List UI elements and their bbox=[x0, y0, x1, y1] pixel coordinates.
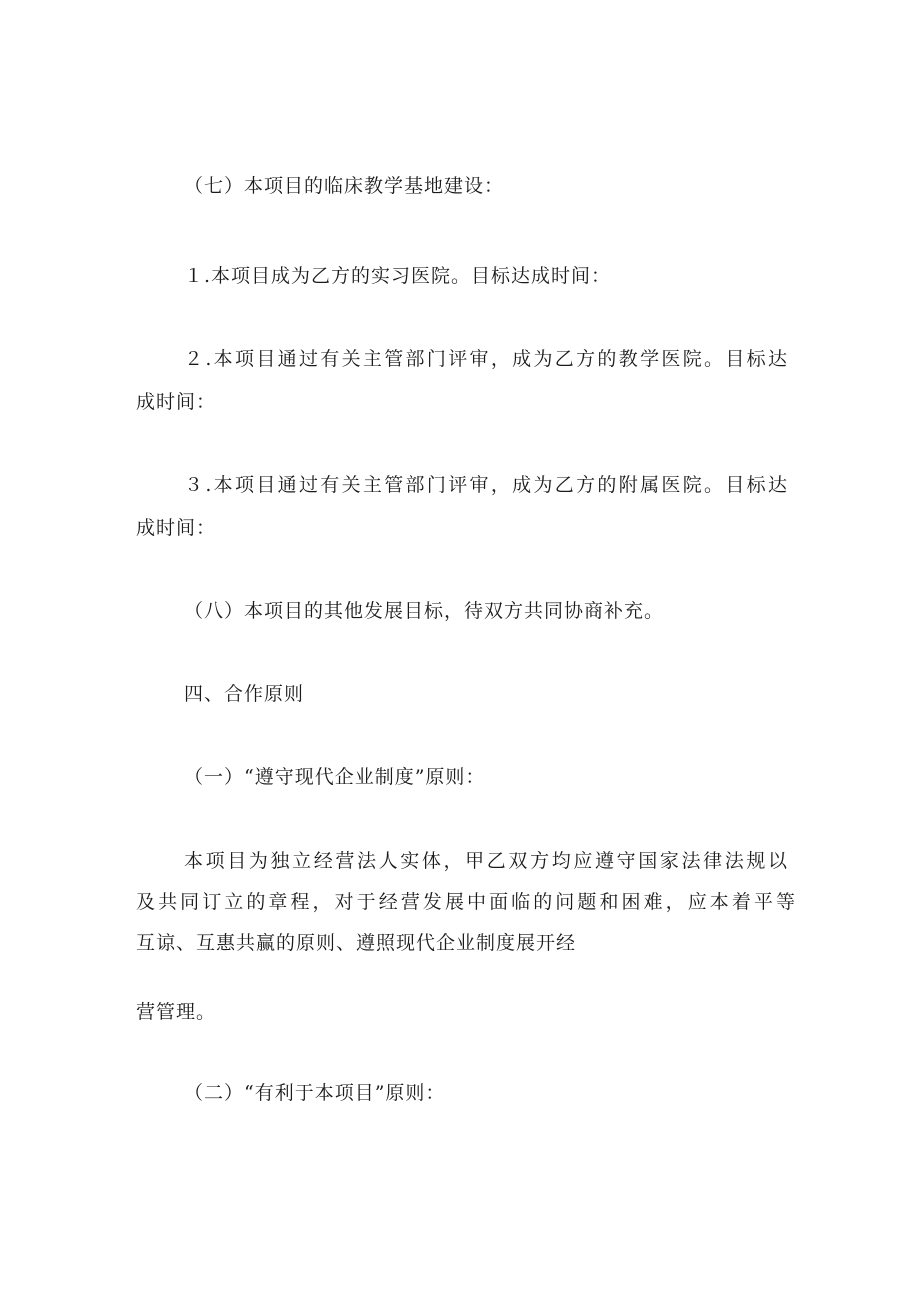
list-item-2-line-1: ２.本项目通过有关主管部门评审，成为乙方的教学医院。目标达 bbox=[184, 348, 788, 370]
list-item-3-line-2: 成时间： bbox=[136, 517, 217, 539]
paragraph-line-4: 营管理。 bbox=[136, 1001, 217, 1023]
list-item-1: １.本项目成为乙方的实习医院。目标达成时间： bbox=[184, 265, 612, 287]
principle-heading-1: （一）“遵守现代企业制度”原则： bbox=[184, 766, 486, 788]
section-heading-7: （七）本项目的临床教学基地建设： bbox=[184, 175, 505, 197]
paragraph-line-2: 及共同订立的章程，对于经营发展中面临的问题和困难，应本着平等 bbox=[136, 891, 796, 913]
principle-heading-2: （二）“有利于本项目”原则： bbox=[184, 1082, 446, 1104]
list-item-2-line-2: 成时间： bbox=[136, 391, 217, 413]
section-heading-8: （八）本项目的其他发展目标，待双方共同协商补充。 bbox=[184, 600, 665, 622]
list-item-3-line-1: ３.本项目通过有关主管部门评审，成为乙方的附属医院。目标达 bbox=[184, 474, 788, 496]
paragraph-line-3: 互谅、互惠共赢的原则、遵照现代企业制度展开经 bbox=[136, 932, 577, 954]
paragraph-line-1: 本项目为独立经营法人实体，甲乙双方均应遵守国家法律法规以 bbox=[184, 850, 788, 872]
chapter-heading-4: 四、合作原则 bbox=[184, 683, 305, 705]
